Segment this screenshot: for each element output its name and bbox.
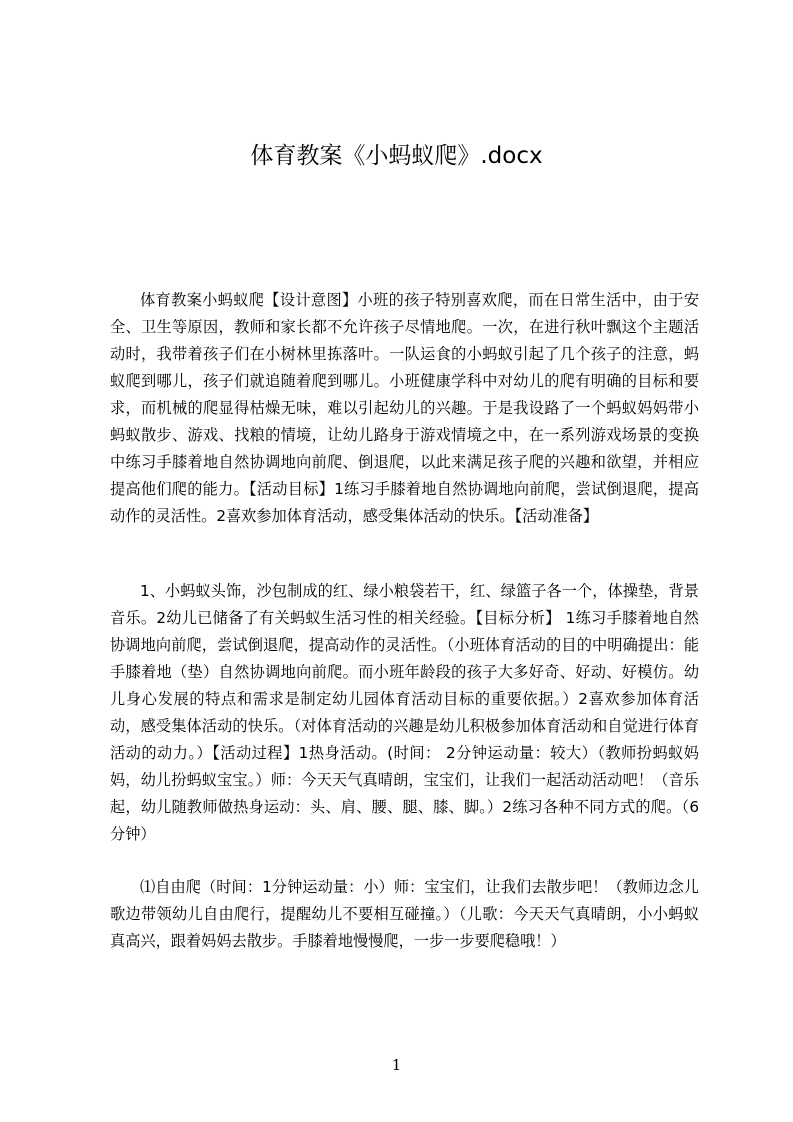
paragraph-free-crawl: ⑴自由爬（时间：1分钟运动量：小）师：宝宝们，让我们去散步吧！（教师边念儿歌边带领幼儿自由爬行，提醒幼儿不要相互碰撞。）（儿歌：今天天气真晴朗，小小蚂蚁真高兴，跟着妈妈去散步。手膝着地慢慢爬，一步一步要爬稳哦！）: [110, 878, 699, 950]
paragraph-preparation-and-process: 1、小蚂蚁头饰，沙包制成的红、绿小粮袋若干，红、绿篮子各一个，体操垫，背景音乐。2幼儿已储备了有关蚂蚁生活习性的相关经验。【目标分析】 1练习手膝着地自然协调地向前爬，尝试倒退爬，提高动作的灵活性。（小班体育活动的目的中明确提出：能手膝着地（垫）自然协调地向前爬。而小班年龄段的孩子大多好奇、好动、好模仿。幼儿身心发展的特点和需求是制定幼儿园体育活动目标的重要依据。）2喜欢参加体育活动，感受集体活动的快乐。（对体育活动的兴趣是幼儿积极参加体育活动和自觉进行体育活动的动力。）【活动过程】1热身活动。(时间： 2分钟运动量：较大）（教师扮蚂蚁妈妈，幼儿扮蚂蚁宝宝。）师：今天天气真晴朗，宝宝们，让我们一起活动活动吧！（音乐起，幼儿随教师做热身运动：头、肩、腰、腿、膝、脚。）2练习各种不同方式的爬。（6分钟）: [110, 582, 699, 843]
page-number: 1: [391, 1056, 402, 1074]
document-title: 体育教案《小蚂蚁爬》.docx: [250, 143, 543, 169]
paragraph-design-intent: 体育教案小蚂蚁爬【设计意图】小班的孩子特别喜欢爬，而在日常生活中，由于安全、卫生等原因，教师和家长都不允许孩子尽情地爬。一次，在进行秋叶飘这个主题活动时，我带着孩子们在小树林里拣落叶。一队运食的小蚂蚁引起了几个孩子的注意，蚂蚁爬到哪儿，孩子们就追随着爬到哪儿。小班健康学科中对幼儿的爬有明确的目标和要求，而机械的爬显得枯燥无味，难以引起幼儿的兴趣。于是我设路了一个蚂蚁妈妈带小蚂蚁散步、游戏、找粮的情境，让幼儿路身于游戏情境之中，在一系列游戏场景的变换中练习手膝着地自然协调地向前爬、倒退爬，以此来满足孩子爬的兴趣和欲望，并相应提高他们爬的能力。【活动目标】1练习手膝着地自然协调地向前爬，尝试倒退爬，提高动作的灵活性。2喜欢参加体育活动，感受集体活动的快乐。【活动准备】: [110, 291, 699, 525]
